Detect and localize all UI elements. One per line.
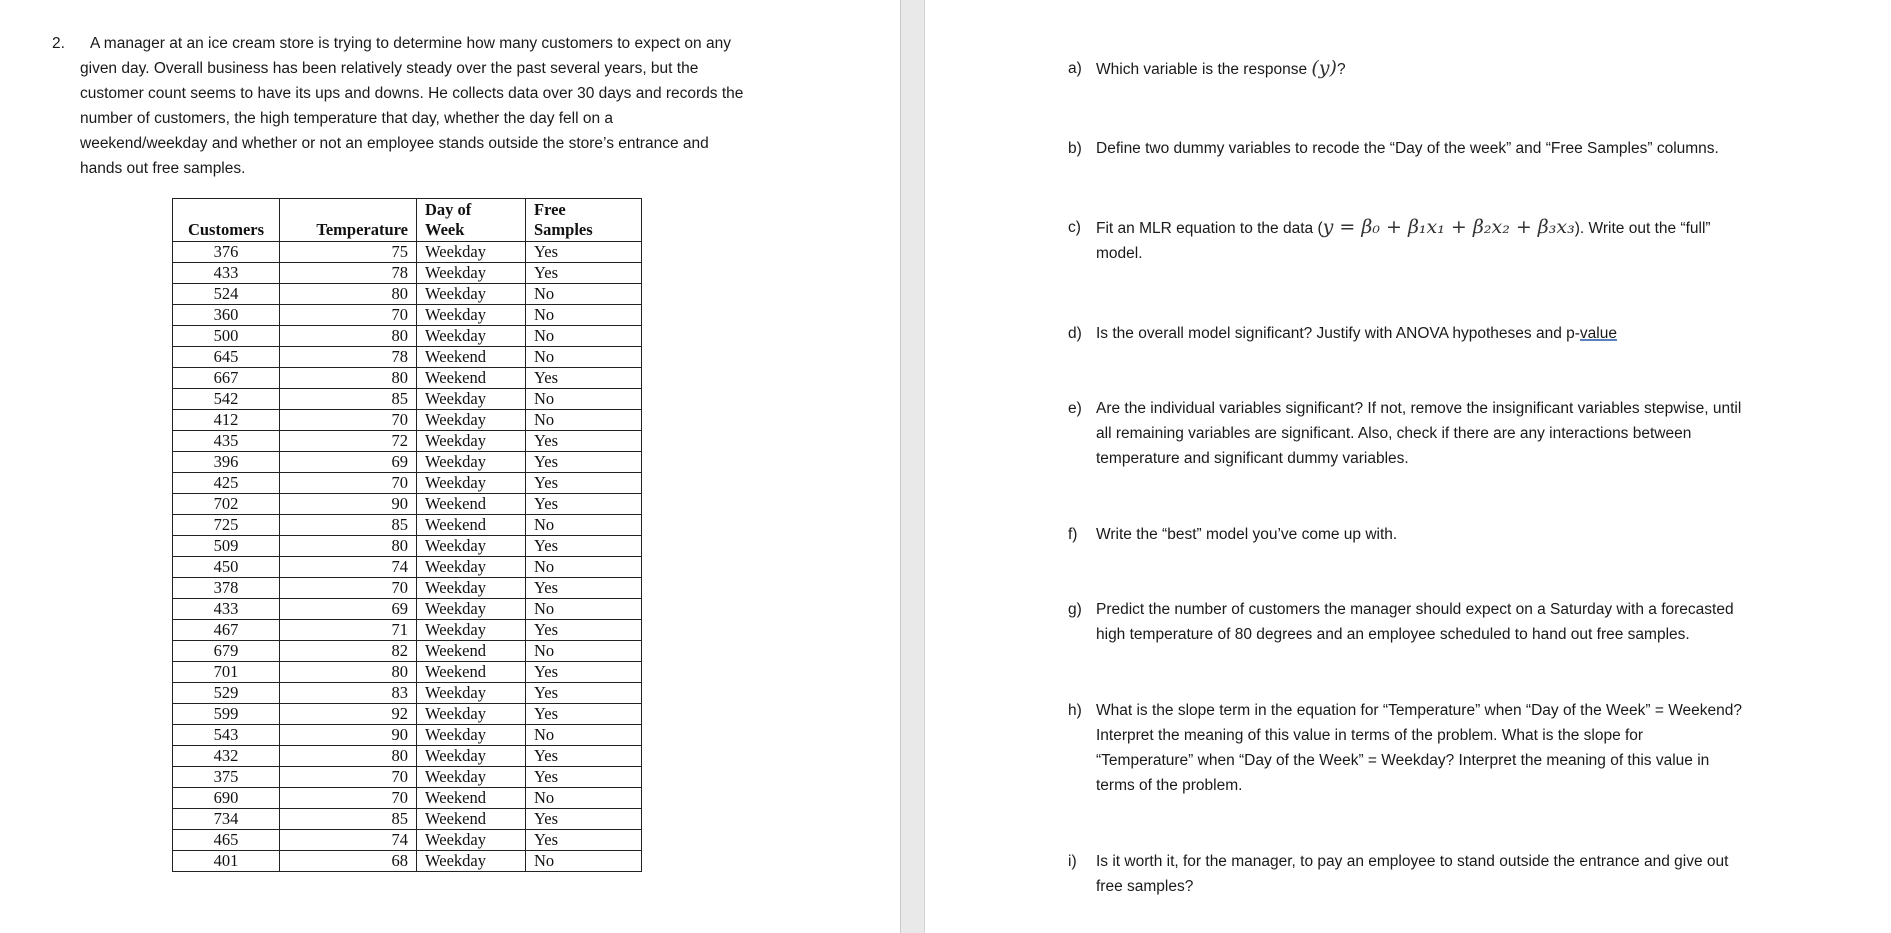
header-customers: Customers bbox=[173, 199, 280, 242]
table-row bbox=[173, 410, 642, 431]
table-row bbox=[173, 305, 642, 326]
cell-customers: 412 bbox=[173, 410, 280, 431]
cell-temperature: 69 bbox=[280, 599, 417, 620]
table-row bbox=[173, 578, 642, 599]
cell-free-samples: Yes bbox=[526, 578, 642, 599]
table-row bbox=[173, 788, 642, 809]
table-row bbox=[173, 263, 642, 284]
question-a-text: Which variable is the response bbox=[1096, 61, 1312, 78]
header-day-line2: Week bbox=[425, 220, 465, 239]
cell-customers: 524 bbox=[173, 284, 280, 305]
cell-free-samples: No bbox=[526, 305, 642, 326]
question-h-line: Interpret the meaning of this value in terms of the problem. What is the slope for bbox=[1096, 727, 1644, 744]
cell-free-samples: Yes bbox=[526, 536, 642, 557]
question-c-line2: model. bbox=[1096, 245, 1143, 262]
cell-free-samples: No bbox=[526, 599, 642, 620]
cell-temperature: 80 bbox=[280, 746, 417, 767]
cell-day-of-week: Weekend bbox=[417, 662, 526, 683]
cell-day-of-week: Weekday bbox=[417, 389, 526, 410]
cell-day-of-week: Weekday bbox=[417, 410, 526, 431]
problem-line: number of customers, the high temperature that day, whether the day fell on a bbox=[80, 110, 614, 127]
question-h-line: terms of the problem. bbox=[1096, 777, 1243, 794]
cell-temperature: 80 bbox=[280, 326, 417, 347]
cell-customers: 500 bbox=[173, 326, 280, 347]
table-row bbox=[173, 641, 642, 662]
cell-free-samples: Yes bbox=[526, 767, 642, 788]
cell-day-of-week: Weekday bbox=[417, 284, 526, 305]
table-row bbox=[173, 452, 642, 473]
problem-line: hands out free samples. bbox=[80, 160, 246, 177]
cell-free-samples: Yes bbox=[526, 746, 642, 767]
cell-day-of-week: Weekend bbox=[417, 347, 526, 368]
table-row bbox=[173, 368, 642, 389]
cell-day-of-week: Weekday bbox=[417, 578, 526, 599]
cell-day-of-week: Weekday bbox=[417, 431, 526, 452]
table-row bbox=[173, 284, 642, 305]
cell-day-of-week: Weekend bbox=[417, 368, 526, 389]
cell-free-samples: Yes bbox=[526, 473, 642, 494]
question-f-text: Write the “best” model you’ve come up with. bbox=[1096, 526, 1398, 543]
table-row bbox=[173, 557, 642, 578]
table-row bbox=[173, 326, 642, 347]
cell-free-samples: No bbox=[526, 557, 642, 578]
cell-customers: 435 bbox=[173, 431, 280, 452]
question-e-line: all remaining variables are significant. Also, check if there are any interactions between bbox=[1096, 425, 1692, 442]
cell-temperature: 70 bbox=[280, 767, 417, 788]
question-h bbox=[1068, 698, 1828, 798]
problem-line: A manager at an ice cream store is trying to determine how many customers to expect on any bbox=[90, 35, 731, 52]
cell-free-samples: Yes bbox=[526, 830, 642, 851]
table-row bbox=[173, 620, 642, 641]
cell-temperature: 85 bbox=[280, 809, 417, 830]
cell-temperature: 80 bbox=[280, 536, 417, 557]
cell-free-samples: Yes bbox=[526, 683, 642, 704]
cell-free-samples: Yes bbox=[526, 809, 642, 830]
cell-temperature: 70 bbox=[280, 410, 417, 431]
question-g-letter: g) bbox=[1068, 601, 1082, 618]
cell-customers: 679 bbox=[173, 641, 280, 662]
cell-free-samples: Yes bbox=[526, 452, 642, 473]
cell-customers: 509 bbox=[173, 536, 280, 557]
cell-customers: 529 bbox=[173, 683, 280, 704]
cell-free-samples: No bbox=[526, 641, 642, 662]
question-i-line: free samples? bbox=[1096, 878, 1194, 895]
header-day-line1: Day of bbox=[425, 200, 472, 219]
cell-temperature: 75 bbox=[280, 242, 417, 263]
cell-temperature: 85 bbox=[280, 389, 417, 410]
cell-free-samples: No bbox=[526, 410, 642, 431]
table-row bbox=[173, 704, 642, 725]
header-free-samples bbox=[526, 199, 642, 242]
table-row bbox=[173, 473, 642, 494]
table-row bbox=[173, 494, 642, 515]
question-d-letter: d) bbox=[1068, 325, 1082, 342]
cell-free-samples: Yes bbox=[526, 494, 642, 515]
question-d bbox=[1068, 321, 1828, 346]
question-c-text: Fit an MLR equation to the data ( bbox=[1096, 220, 1323, 237]
cell-temperature: 70 bbox=[280, 578, 417, 599]
question-f bbox=[1068, 522, 1828, 547]
cell-customers: 543 bbox=[173, 725, 280, 746]
question-c-letter: c) bbox=[1068, 219, 1081, 236]
question-i-line: Is it worth it, for the manager, to pay an employee to stand outside the entrance and give out bbox=[1096, 853, 1729, 870]
cell-day-of-week: Weekday bbox=[417, 704, 526, 725]
cell-temperature: 69 bbox=[280, 452, 417, 473]
cell-customers: 396 bbox=[173, 452, 280, 473]
question-c-equation: y = β₀ + β₁x₁ + β₂x₂ + β₃x₃ bbox=[1322, 216, 1575, 238]
question-e-line: temperature and significant dummy variables. bbox=[1096, 450, 1409, 467]
question-d-underlined: value bbox=[1579, 325, 1617, 342]
problem-number: 2. bbox=[52, 35, 65, 52]
cell-free-samples: No bbox=[526, 326, 642, 347]
cell-temperature: 80 bbox=[280, 284, 417, 305]
table-row bbox=[173, 347, 642, 368]
cell-temperature: 68 bbox=[280, 851, 417, 872]
cell-free-samples: Yes bbox=[526, 368, 642, 389]
table-row bbox=[173, 725, 642, 746]
cell-customers: 450 bbox=[173, 557, 280, 578]
cell-customers: 645 bbox=[173, 347, 280, 368]
header-free-line2: Samples bbox=[534, 220, 593, 239]
cell-free-samples: Yes bbox=[526, 704, 642, 725]
cell-day-of-week: Weekend bbox=[417, 809, 526, 830]
cell-temperature: 78 bbox=[280, 263, 417, 284]
cell-customers: 465 bbox=[173, 830, 280, 851]
cell-temperature: 72 bbox=[280, 431, 417, 452]
question-h-letter: h) bbox=[1068, 702, 1082, 719]
cell-customers: 375 bbox=[173, 767, 280, 788]
question-b-letter: b) bbox=[1068, 140, 1082, 157]
cell-customers: 467 bbox=[173, 620, 280, 641]
table-row bbox=[173, 851, 642, 872]
cell-day-of-week: Weekday bbox=[417, 767, 526, 788]
cell-customers: 433 bbox=[173, 599, 280, 620]
cell-free-samples: No bbox=[526, 725, 642, 746]
table-row bbox=[173, 662, 642, 683]
cell-customers: 433 bbox=[173, 263, 280, 284]
cell-customers: 376 bbox=[173, 242, 280, 263]
cell-day-of-week: Weekday bbox=[417, 557, 526, 578]
cell-temperature: 78 bbox=[280, 347, 417, 368]
question-i-letter: i) bbox=[1068, 853, 1077, 870]
cell-temperature: 82 bbox=[280, 641, 417, 662]
cell-temperature: 85 bbox=[280, 515, 417, 536]
question-a-end: ? bbox=[1336, 61, 1346, 78]
cell-day-of-week: Weekday bbox=[417, 851, 526, 872]
cell-day-of-week: Weekday bbox=[417, 242, 526, 263]
question-b-text: Define two dummy variables to recode the “Day of the week” and “Free Samples” columns. bbox=[1096, 140, 1719, 157]
question-e bbox=[1068, 396, 1828, 471]
cell-temperature: 74 bbox=[280, 557, 417, 578]
cell-free-samples: No bbox=[526, 788, 642, 809]
table-row bbox=[173, 767, 642, 788]
table-row bbox=[173, 599, 642, 620]
cell-customers: 425 bbox=[173, 473, 280, 494]
question-d-text: Is the overall model significant? Justify with ANOVA hypotheses and p- bbox=[1096, 325, 1580, 342]
cell-customers: 378 bbox=[173, 578, 280, 599]
cell-free-samples: Yes bbox=[526, 263, 642, 284]
cell-free-samples: No bbox=[526, 347, 642, 368]
cell-customers: 599 bbox=[173, 704, 280, 725]
cell-free-samples: Yes bbox=[526, 431, 642, 452]
left-page bbox=[0, 0, 900, 933]
cell-free-samples: No bbox=[526, 851, 642, 872]
question-a-letter: a) bbox=[1068, 60, 1082, 77]
cell-customers: 667 bbox=[173, 368, 280, 389]
table-row bbox=[173, 515, 642, 536]
problem-line: given day. Overall business has been relatively steady over the past several years, but the bbox=[80, 60, 699, 77]
table-row bbox=[173, 830, 642, 851]
cell-day-of-week: Weekday bbox=[417, 620, 526, 641]
cell-temperature: 80 bbox=[280, 368, 417, 389]
cell-day-of-week: Weekday bbox=[417, 725, 526, 746]
cell-temperature: 71 bbox=[280, 620, 417, 641]
question-h-line: “Temperature” when “Day of the Week” = Weekday? Interpret the meaning of this value in bbox=[1096, 752, 1710, 769]
cell-temperature: 92 bbox=[280, 704, 417, 725]
question-a bbox=[1068, 56, 1828, 82]
problem-statement bbox=[81, 31, 801, 181]
cell-temperature: 83 bbox=[280, 683, 417, 704]
table-row bbox=[173, 746, 642, 767]
cell-free-samples: No bbox=[526, 389, 642, 410]
table-header-row bbox=[173, 199, 642, 242]
cell-day-of-week: Weekday bbox=[417, 473, 526, 494]
cell-day-of-week: Weekday bbox=[417, 326, 526, 347]
table-row bbox=[173, 809, 642, 830]
question-h-line: What is the slope term in the equation for “Temperature” when “Day of the Week” = Weekend? bbox=[1096, 702, 1743, 719]
cell-customers: 401 bbox=[173, 851, 280, 872]
header-day-of-week bbox=[417, 199, 526, 242]
cell-customers: 432 bbox=[173, 746, 280, 767]
cell-free-samples: No bbox=[526, 284, 642, 305]
cell-customers: 542 bbox=[173, 389, 280, 410]
header-temperature: Temperature bbox=[280, 199, 417, 242]
cell-temperature: 90 bbox=[280, 494, 417, 515]
cell-free-samples: Yes bbox=[526, 620, 642, 641]
page-gutter bbox=[900, 0, 925, 933]
table-row bbox=[173, 389, 642, 410]
cell-temperature: 74 bbox=[280, 830, 417, 851]
question-g-line: high temperature of 80 degrees and an employee scheduled to hand out free samples. bbox=[1096, 626, 1690, 643]
cell-customers: 725 bbox=[173, 515, 280, 536]
table-body bbox=[173, 242, 642, 872]
cell-day-of-week: Weekday bbox=[417, 452, 526, 473]
table-row bbox=[173, 242, 642, 263]
data-table bbox=[172, 198, 642, 872]
cell-day-of-week: Weekday bbox=[417, 263, 526, 284]
cell-customers: 690 bbox=[173, 788, 280, 809]
question-e-line: Are the individual variables significant? If not, remove the insignificant variables stepwise, until bbox=[1096, 400, 1742, 417]
question-g bbox=[1068, 597, 1828, 647]
cell-day-of-week: Weekday bbox=[417, 305, 526, 326]
cell-free-samples: No bbox=[526, 515, 642, 536]
question-b bbox=[1068, 136, 1828, 161]
question-e-letter: e) bbox=[1068, 400, 1082, 417]
cell-customers: 734 bbox=[173, 809, 280, 830]
cell-day-of-week: Weekend bbox=[417, 515, 526, 536]
cell-temperature: 70 bbox=[280, 305, 417, 326]
table-row bbox=[173, 536, 642, 557]
cell-day-of-week: Weekday bbox=[417, 536, 526, 557]
cell-customers: 702 bbox=[173, 494, 280, 515]
header-free-line1: Free bbox=[534, 200, 566, 219]
cell-customers: 360 bbox=[173, 305, 280, 326]
cell-free-samples: Yes bbox=[526, 242, 642, 263]
question-i bbox=[1068, 849, 1828, 899]
cell-day-of-week: Weekday bbox=[417, 830, 526, 851]
cell-free-samples: Yes bbox=[526, 662, 642, 683]
cell-temperature: 80 bbox=[280, 662, 417, 683]
problem-line: customer count seems to have its ups and downs. He collects data over 30 days and records the bbox=[80, 85, 744, 102]
question-c bbox=[1068, 215, 1828, 266]
cell-day-of-week: Weekday bbox=[417, 599, 526, 620]
table-row bbox=[173, 683, 642, 704]
problem-line: weekend/weekday and whether or not an employee stands outside the store’s entrance and bbox=[80, 135, 709, 152]
cell-temperature: 70 bbox=[280, 788, 417, 809]
question-a-math: (y) bbox=[1311, 57, 1337, 79]
question-g-line: Predict the number of customers the manager should expect on a Saturday with a forecasted bbox=[1096, 601, 1734, 618]
cell-day-of-week: Weekend bbox=[417, 788, 526, 809]
cell-temperature: 90 bbox=[280, 725, 417, 746]
question-f-letter: f) bbox=[1068, 526, 1078, 543]
cell-day-of-week: Weekday bbox=[417, 683, 526, 704]
cell-day-of-week: Weekend bbox=[417, 641, 526, 662]
table-row bbox=[173, 431, 642, 452]
cell-day-of-week: Weekend bbox=[417, 494, 526, 515]
cell-day-of-week: Weekday bbox=[417, 746, 526, 767]
cell-customers: 701 bbox=[173, 662, 280, 683]
cell-temperature: 70 bbox=[280, 473, 417, 494]
question-c-text-end: ). Write out the “full” bbox=[1574, 220, 1711, 237]
